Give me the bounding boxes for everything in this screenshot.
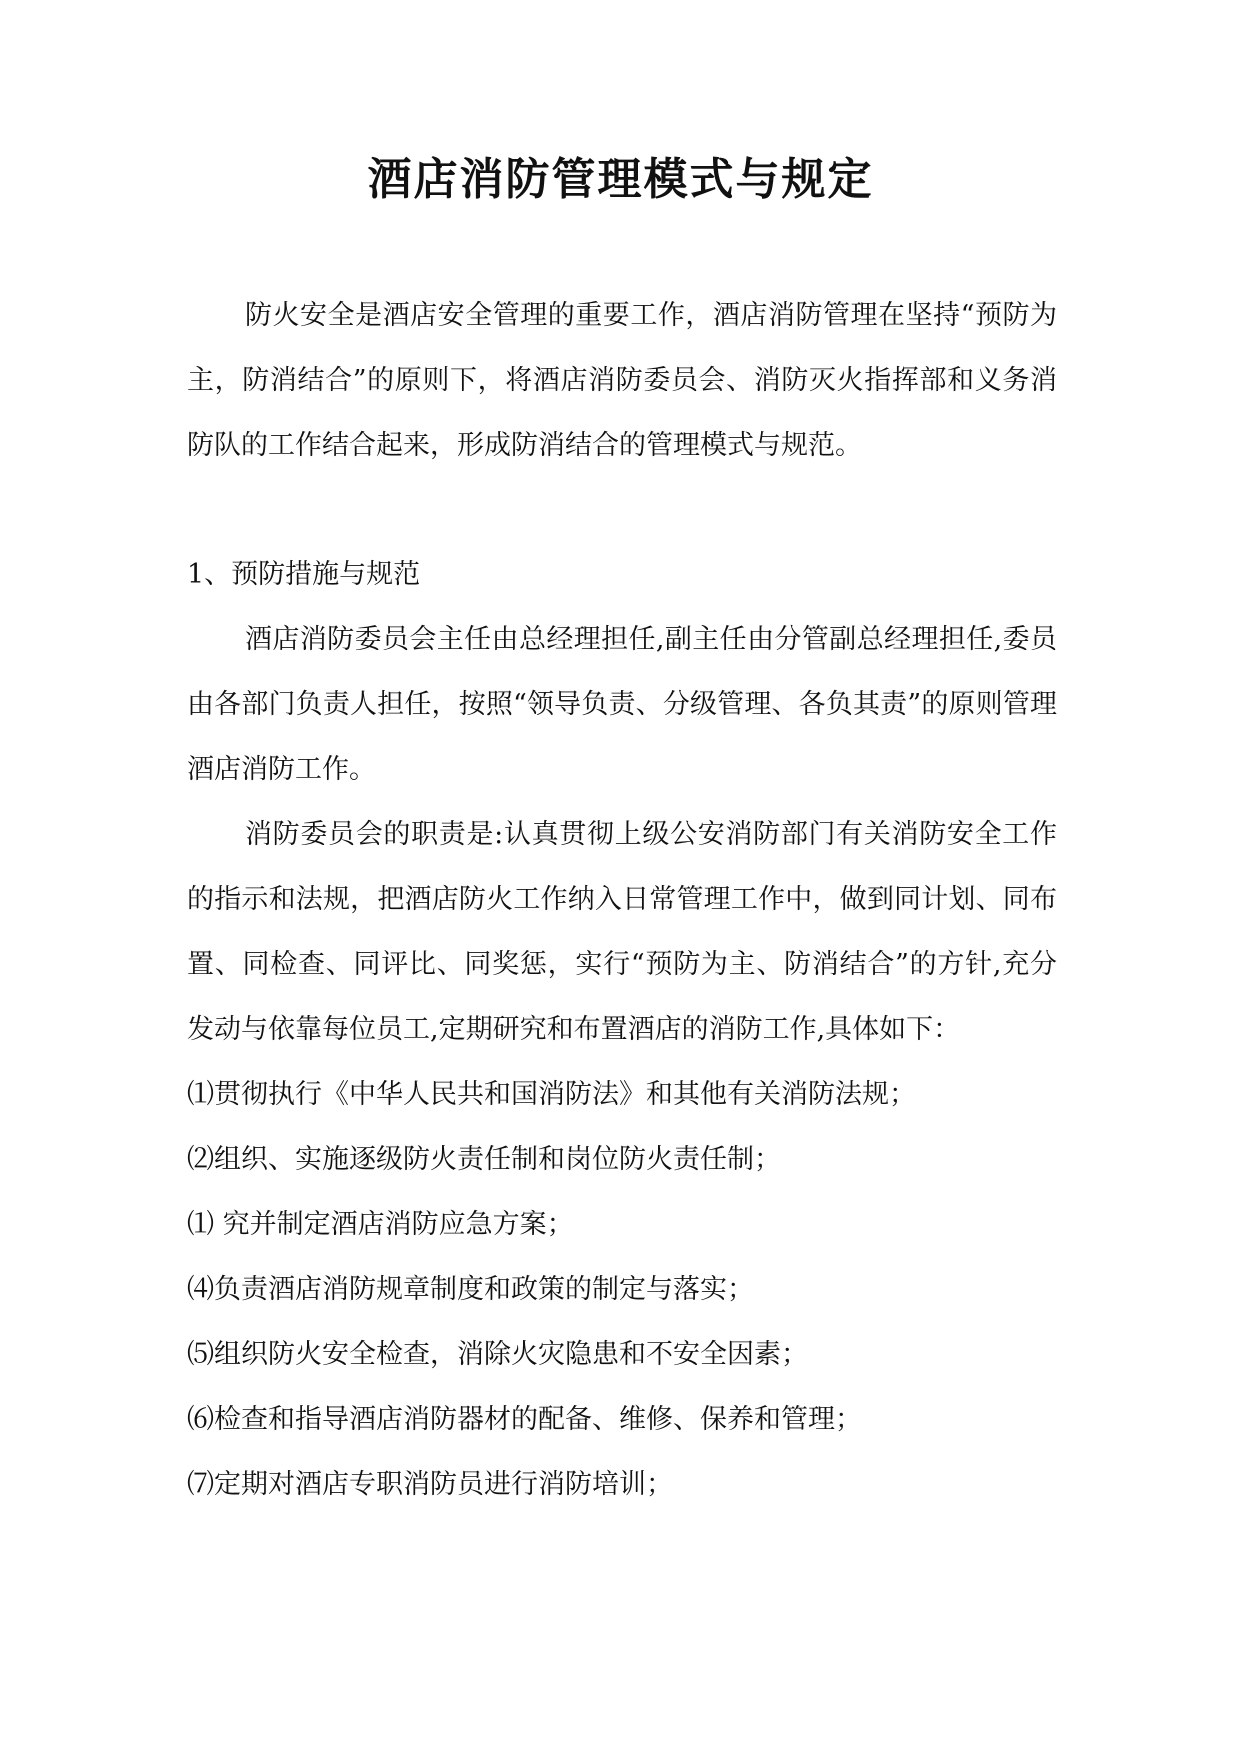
list-item: ⑸组织防火安全检查，消除火灾隐患和不安全因素； <box>187 1339 808 1370</box>
section-1 <box>187 542 1057 1517</box>
section-heading: 1、预防措施与规范 <box>187 559 421 590</box>
list-item: ⑴ 究并制定酒店消防应急方案； <box>187 1209 574 1240</box>
list-item: ⑴贯彻执行《中华人民共和国消防法》和其他有关消防法规； <box>187 1079 916 1110</box>
intro-block <box>187 283 1057 478</box>
intro-paragraph: 防火安全是酒店安全管理的重要工作，酒店消防管理在坚持“预防为主，防消结合”的原则下，将酒店消防委员会、消防灭火指挥部和义务消防队的工作结合起来，形成防消结合的管理模式与规范。 <box>187 300 1057 461</box>
list-item: ⑺定期对酒店专职消防员进行消防培训； <box>187 1469 673 1500</box>
list-item: ⑹检查和指导酒店消防器材的配备、维修、保养和管理； <box>187 1404 862 1435</box>
section-paragraph: 酒店消防委员会主任由总经理担任,副主任由分管副总经理担任,委员由各部门负责人担任，按照“领导负责、分级管理、各负其责”的原则管理酒店消防工作。 <box>187 624 1057 785</box>
section-paragraph: 消防委员会的职责是:认真贯彻上级公安消防部门有关消防安全工作的指示和法规，把酒店防火工作纳入日常管理工作中，做到同计划、同布置、同检查、同评比、同奖惩，实行“预防为主、防消结合”的方针,充分发动与依靠每位员工,定期研究和布置酒店的消防工作,具体如下： <box>187 819 1057 1045</box>
list-item: ⑷负责酒店消防规章制度和政策的制定与落实； <box>187 1274 754 1305</box>
document-title: 酒店消防管理模式与规定 <box>367 154 874 205</box>
list-item: ⑵组织、实施逐级防火责任制和岗位防火责任制； <box>187 1144 781 1175</box>
